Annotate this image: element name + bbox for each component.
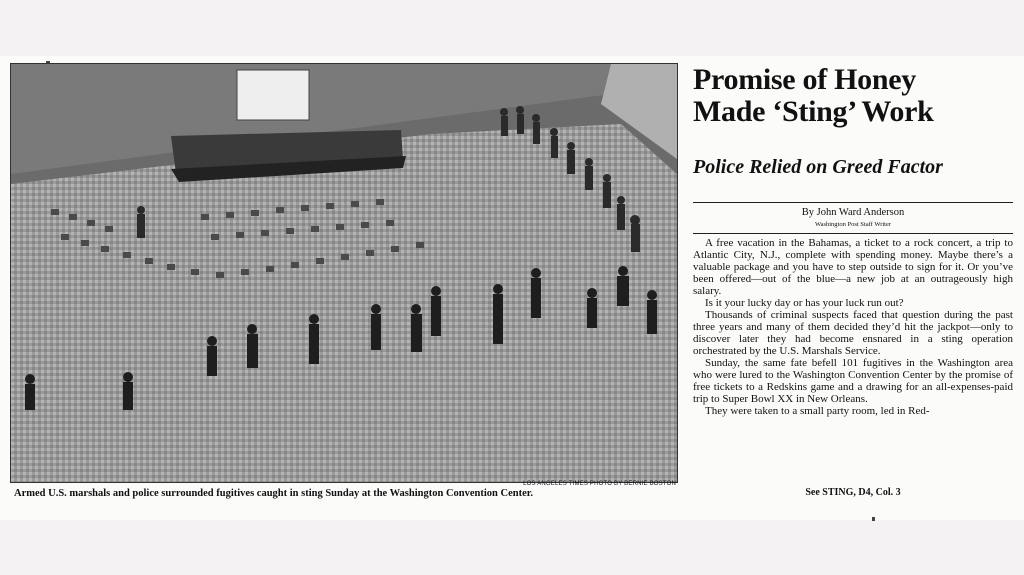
headline-line-2: Made ‘Sting’ Work (693, 95, 934, 128)
article-body (693, 237, 1013, 417)
ink-speck (46, 61, 50, 63)
article-paragraph: They were taken to a small party room, led in Red- (705, 405, 930, 417)
divider-rule (693, 202, 1013, 203)
byline-affiliation: Washington Post Staff Writer (814, 221, 892, 228)
projection-screen (237, 70, 309, 120)
photo-caption: Armed U.S. marshals and police surrounded fugitives caught in sting Sunday at the Washington Convention Center. (14, 488, 534, 499)
divider-rule-2 (693, 233, 1013, 234)
photo-credit: LOS ANGELES TIMES PHOTO BY BERNIE BOSTON (523, 481, 676, 487)
headline-line-1: Promise of Honey (693, 63, 916, 96)
jump-line: See STING, D4, Col. 3 (805, 487, 901, 498)
byline: By John Ward Anderson (801, 207, 905, 218)
news-photo (10, 63, 678, 483)
ink-speck (872, 517, 875, 521)
headline (693, 64, 1013, 128)
article-paragraph: Is it your lucky day or has your luck run out? (705, 297, 904, 309)
article-paragraph: A free vacation in the Bahamas, a ticket to a rock concert, a trip to Atlantic City, N.J., complete with spending money. Maybe there’s a valuable package and you have to step outside to sign for it. Or you’ve been offered—out of the blue—a new job at an outrageously high salary. (693, 237, 1013, 297)
article-paragraph: Thousands of criminal suspects faced that question during the past three years and many of them decided they’d hit the jackpot—only to discover later they had become ensnared in a sting operation orchestrated by the U.S. Marshals Service. (693, 309, 1013, 357)
subheadline: Police Relied on Greed Factor (693, 156, 943, 178)
article-paragraph: Sunday, the same fate befell 101 fugitives in the Washington area who were lured to the Washington Convention Center by the promise of free tickets to a Redskins game and a drawing for an all-expenses-paid trip to Super Bowl XX in New Orleans. (693, 357, 1013, 405)
